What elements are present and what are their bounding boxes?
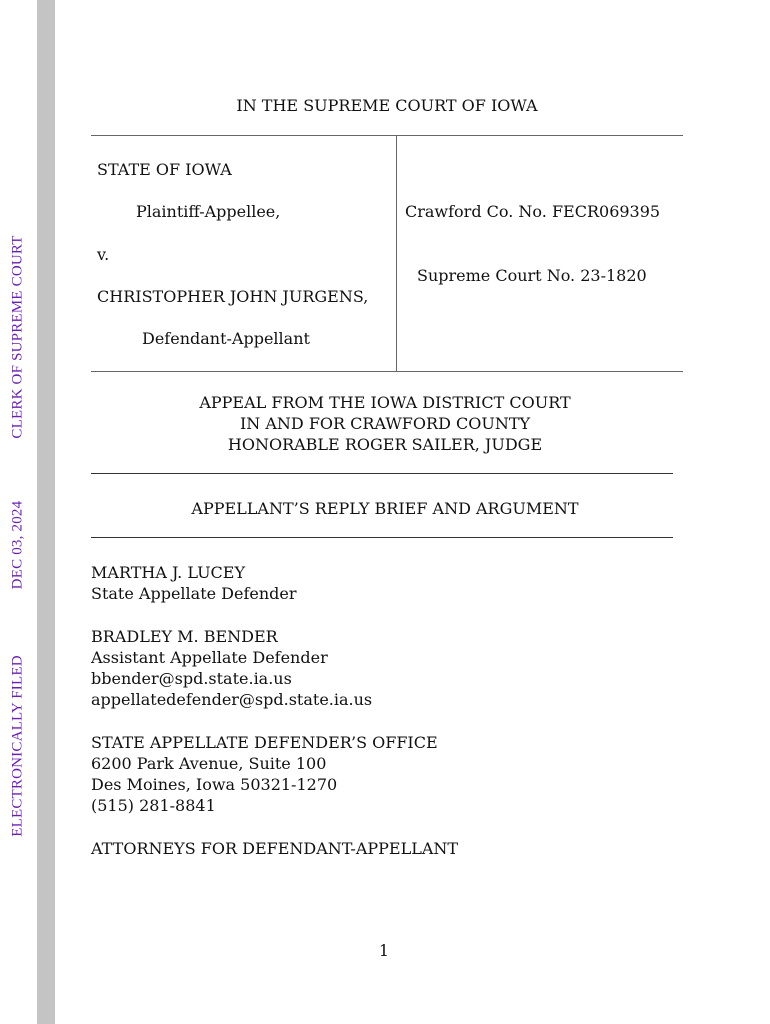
counsel-line: State Appellate Defender — [91, 584, 297, 603]
stamp-clerk: CLERK OF SUPREME COURT — [9, 235, 26, 439]
versus: v. — [97, 245, 110, 264]
brief-title: APPELLANT’S REPLY BRIEF AND ARGUMENT — [191, 499, 579, 518]
appeal-line: IN AND FOR CRAWFORD COUNTY — [239, 414, 531, 433]
counsel-line: Assistant Appellate Defender — [91, 648, 328, 667]
case-caption — [91, 135, 683, 372]
plaintiff-role: Plaintiff-Appellee, — [136, 202, 281, 221]
stamp-filed: ELECTRONICALLY FILED — [9, 655, 26, 837]
court-title: IN THE SUPREME COURT OF IOWA — [236, 96, 538, 115]
caption-divider — [396, 136, 397, 371]
appeal-line: APPEAL FROM THE IOWA DISTRICT COURT — [199, 393, 571, 412]
attorneys-for — [91, 838, 458, 859]
appeal-line: HONORABLE ROGER SAILER, JUDGE — [227, 435, 543, 454]
attorneys-line: ATTORNEYS FOR DEFENDANT-APPELLANT — [91, 839, 459, 858]
defendant-role: Defendant-Appellant — [142, 329, 310, 348]
horizontal-rule — [91, 537, 673, 538]
office-line: (515) 281-8841 — [91, 796, 216, 815]
counsel-line: MARTHA J. LUCEY — [91, 563, 246, 582]
county-case-number: Crawford Co. No. FECR069395 — [405, 202, 661, 221]
plaintiff-name: STATE OF IOWA — [97, 160, 232, 179]
office-line: STATE APPELLATE DEFENDER’S OFFICE — [91, 733, 438, 752]
email-text: appellatedefender@spd.state.ia.us — [91, 690, 373, 709]
office-block — [91, 732, 438, 816]
stamp-date: DEC 03, 2024 — [9, 500, 26, 590]
email-text: bbender@spd.state.ia.us — [91, 669, 292, 688]
page-number: 1 — [378, 941, 390, 960]
defendant-name: CHRISTOPHER JOHN JURGENS, — [97, 287, 369, 306]
counsel-block — [91, 562, 297, 604]
appeal-heading — [91, 392, 679, 455]
horizontal-rule — [91, 473, 673, 474]
office-line: 6200 Park Avenue, Suite 100 — [91, 754, 327, 773]
counsel-block — [91, 626, 372, 710]
left-margin-bar — [37, 0, 55, 1024]
counsel-line: BRADLEY M. BENDER — [91, 627, 278, 646]
office-line: Des Moines, Iowa 50321-1270 — [91, 775, 338, 794]
supreme-court-number: Supreme Court No. 23-1820 — [417, 266, 647, 285]
